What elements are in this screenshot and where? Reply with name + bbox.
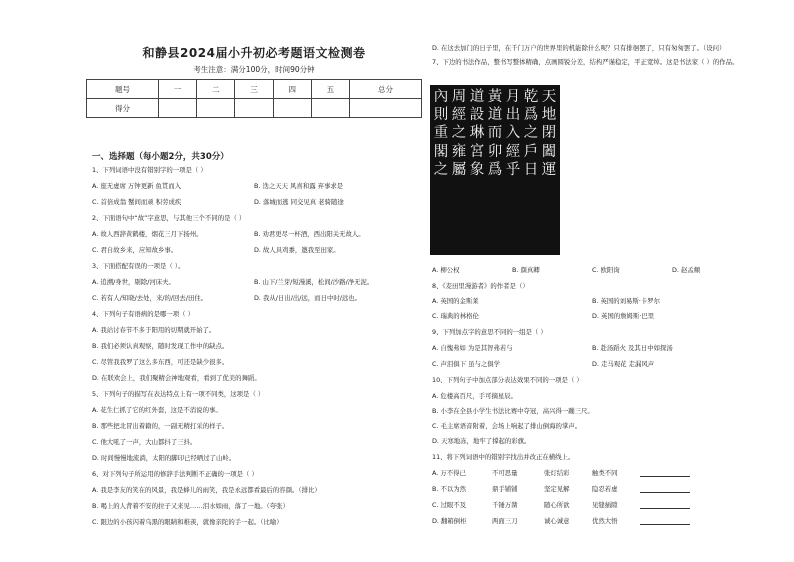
question-line: D. 在这去加门的日子里，在千门万户的世界里的机能除什么呢？只有排徊罢了，只有匆匆罢了。（设问）	[432, 44, 726, 52]
q11-word: 优然大悟	[592, 517, 618, 525]
q11-word: 坚定见解	[544, 485, 570, 493]
score-table	[86, 79, 422, 118]
option-a: A. 柳公权	[432, 266, 460, 274]
answer-option: A. 座无虚席 万钟更新 鱼贯而入	[92, 182, 182, 190]
answer-option: D. 我从/日出/出/远，而日中时/远也。	[254, 294, 362, 302]
q11-word: 张灯结彩	[544, 469, 570, 477]
score-header-cell: 五	[311, 80, 349, 99]
q11-word: 不可思量	[492, 469, 518, 477]
answer-option: D. 英国的詹姆斯·巴里	[592, 312, 655, 320]
q11-word: 随心所欲	[544, 501, 570, 509]
calligraphy-column: 天地閉闔運	[541, 89, 557, 178]
question-line: 3、下面搭配有误的一项是（ ）。	[92, 262, 185, 270]
score-table-header-row	[87, 80, 422, 99]
answer-option: B. 山下/兰芽/短漫溪，松间/沙路/净无泥。	[254, 278, 374, 286]
calligraphy-column: 月出入經乎	[505, 89, 521, 178]
q11-word: C. 过眼不及	[432, 501, 467, 509]
score-cell[interactable]	[350, 99, 422, 118]
q11-word: 千锤万凿	[492, 501, 518, 509]
question-line: 4、下列句子有语病的是哪一项（ ）	[92, 310, 194, 318]
question-line: 8、《麦田里漫游者》的作者是（）	[432, 282, 529, 290]
question-line: 9、下列加点字的意思不同的一组是（ ）	[432, 328, 547, 336]
answer-blank[interactable]	[640, 502, 690, 509]
answer-option: C. 尽管我我罗了这么多东西，可还是缺少很多。	[92, 358, 229, 366]
answer-option: C. 瑞典的林格伦	[432, 312, 479, 320]
q11-word: 触类不同	[592, 469, 618, 477]
answer-option: C. 首倍成翁 蟹间而顽 积劳成疾	[92, 198, 182, 206]
answer-option: B. 小李在全县小学生书法比赛中夺冠，高兴得一蹦三尺。	[432, 407, 594, 415]
answer-option: A. 英国的金斯莱	[432, 297, 479, 305]
question-line: 2、下面语句中“故”字意思，与其他三个不同的是（ ）	[92, 214, 246, 222]
score-header-cell: 三	[235, 80, 273, 99]
score-header-cell: 二	[197, 80, 235, 99]
score-cell[interactable]	[311, 99, 349, 118]
answer-option: C. 君自故乡来，应知故乡事。	[92, 246, 178, 254]
answer-option: C. 跟边的小孩闪着乌黑的眼睛和稚羡，就像亲陀的手一起。（比喻）	[92, 518, 283, 526]
score-header-cell: 一	[158, 80, 196, 99]
calligraphy-column: 內則重閣之	[433, 89, 449, 178]
score-header-cell: 总分	[350, 80, 422, 99]
answer-option: B. 那些把北冒出着籍的，一副无精打采的样子。	[92, 422, 229, 430]
answer-option: C. 他大吼了一声，大山都抖了三抖。	[92, 438, 197, 446]
score-row-label: 得分	[87, 99, 159, 118]
answer-option: C. 声泪俱下 虽与之俱学	[432, 360, 501, 368]
score-cell[interactable]	[235, 99, 273, 118]
option-b: B. 颜真卿	[512, 266, 540, 274]
question-line: 7、下边的书法作品，整书写整体精确，点画圆锐分差，结构严谨稳定，平正宽绰。这是书法家（ ）的作品。	[432, 58, 739, 66]
q11-word: 鼎手铺铺	[492, 485, 518, 493]
question-line: 6、对下列句子所运用的修辞手法判断不正确的一项是（ ）	[92, 470, 258, 478]
answer-option: B. 劝君更尽一杯酒，西出阳关无故人。	[254, 230, 365, 238]
answer-option: D. 故人具鸡黍，邀我至田家。	[254, 246, 340, 254]
question-line: 11、将下列词语中的错别字找出并改正在横线上。	[432, 453, 575, 461]
score-table-score-row	[87, 99, 422, 118]
question-line: 5、下列句子的描写在表达特点上有一项不同类，这项是（ ）	[92, 390, 265, 398]
answer-option: B. 英国的刘易斯·卡罗尔	[592, 297, 660, 305]
answer-option: A. 我站讨春节不多于阳用的切期就开始了。	[92, 326, 216, 334]
answer-option: A. 追溯/身世，剔除/河床夫。	[92, 278, 175, 286]
q11-word: A. 万不得已	[432, 469, 466, 477]
answer-option: B. 赴汤蹈火 及其日中如探汤	[592, 344, 673, 352]
answer-option: D. 在联欢会上，我们聚精会神地观看，看到了优美的舞蹈。	[92, 374, 261, 382]
answer-option: D. 落城而逃 同交见真 老骑随途	[254, 198, 344, 206]
answer-option: B. 喝上的人背着不安的拉子又来见……泪水如雨，落了一地。（夸张）	[92, 502, 289, 510]
exam-title: 和静县2024届小升初必考题语文检测卷	[142, 46, 366, 60]
answer-option: D. 时间慢慢地流淌，太阳的脚印已经晒过了山岭。	[92, 454, 236, 462]
calligraphy-column: 乾爲之戶日	[523, 89, 539, 178]
score-cell[interactable]	[273, 99, 311, 118]
answer-option: D. 天寒地冻，地牢了撑起的彩旗。	[432, 437, 531, 445]
score-cell[interactable]	[197, 99, 235, 118]
calligraphy-column: 黃道而卯爲	[487, 89, 503, 178]
question-line: 10、下列句子中加点部分表达效果不同的一项是（ ）	[432, 376, 583, 384]
option-d: D. 赵孟頫	[672, 266, 701, 274]
q11-word: B. 不以为然	[432, 485, 467, 493]
answer-blank[interactable]	[640, 518, 690, 525]
answer-blank[interactable]	[640, 470, 690, 477]
score-header-cell: 题号	[87, 80, 159, 99]
answer-option: D. 走马观花 走漏风声	[592, 360, 655, 368]
calligraphy-column: 道設琳宮象	[469, 89, 485, 178]
score-cell[interactable]	[158, 99, 196, 118]
calligraphy-image	[430, 85, 560, 255]
answer-option: A. 故人西辞黄鹤楼，烟花三月下扬州。	[92, 230, 203, 238]
answer-option: A. 危楼高百尺，手可摘星辰。	[432, 392, 518, 400]
answer-option: C. 毛主席语音附着，会场上响起了排山倒海的掌声。	[432, 422, 582, 430]
answer-option: A. 我是李友的笑在的风景，我是蜂儿的雨笑，我是永远都看最后的容颜。（排比）	[92, 486, 321, 494]
option-c: C. 欧阳询	[592, 266, 620, 274]
answer-option: C. 若有人/知晓/去处，来/的/回去/田住。	[92, 294, 208, 302]
score-header-cell: 四	[273, 80, 311, 99]
answer-option: B. 我们必须认真观察，随时发现工作中的缺点。	[92, 342, 229, 350]
question-line: 1、下列词语中没有错别字的一项是（ ）	[92, 166, 207, 174]
exam-notice: 考生注意：满分100分，时间90分钟	[193, 65, 315, 74]
calligraphy-column: 周經之雍屬	[451, 89, 467, 178]
q11-word: D. 翻箱倒柜	[432, 517, 467, 525]
q11-word: 见缝插隙	[592, 501, 618, 509]
q11-word: 诚心诚意	[544, 517, 570, 525]
answer-option: A. 自愧弗如 为是其智弗若与	[432, 344, 513, 352]
q11-word: 两面三刀	[492, 517, 518, 525]
section-heading: 一、选择题（每小题2分，共30分）	[92, 152, 229, 162]
answer-option: B. 迭之天天 风喜和露 弃事求是	[254, 182, 344, 190]
answer-blank[interactable]	[640, 486, 690, 493]
q11-word: 隐忍若虚	[592, 485, 618, 493]
answer-option: A. 花生仁抓了它的红外套，这是不消说的事。	[92, 406, 222, 414]
